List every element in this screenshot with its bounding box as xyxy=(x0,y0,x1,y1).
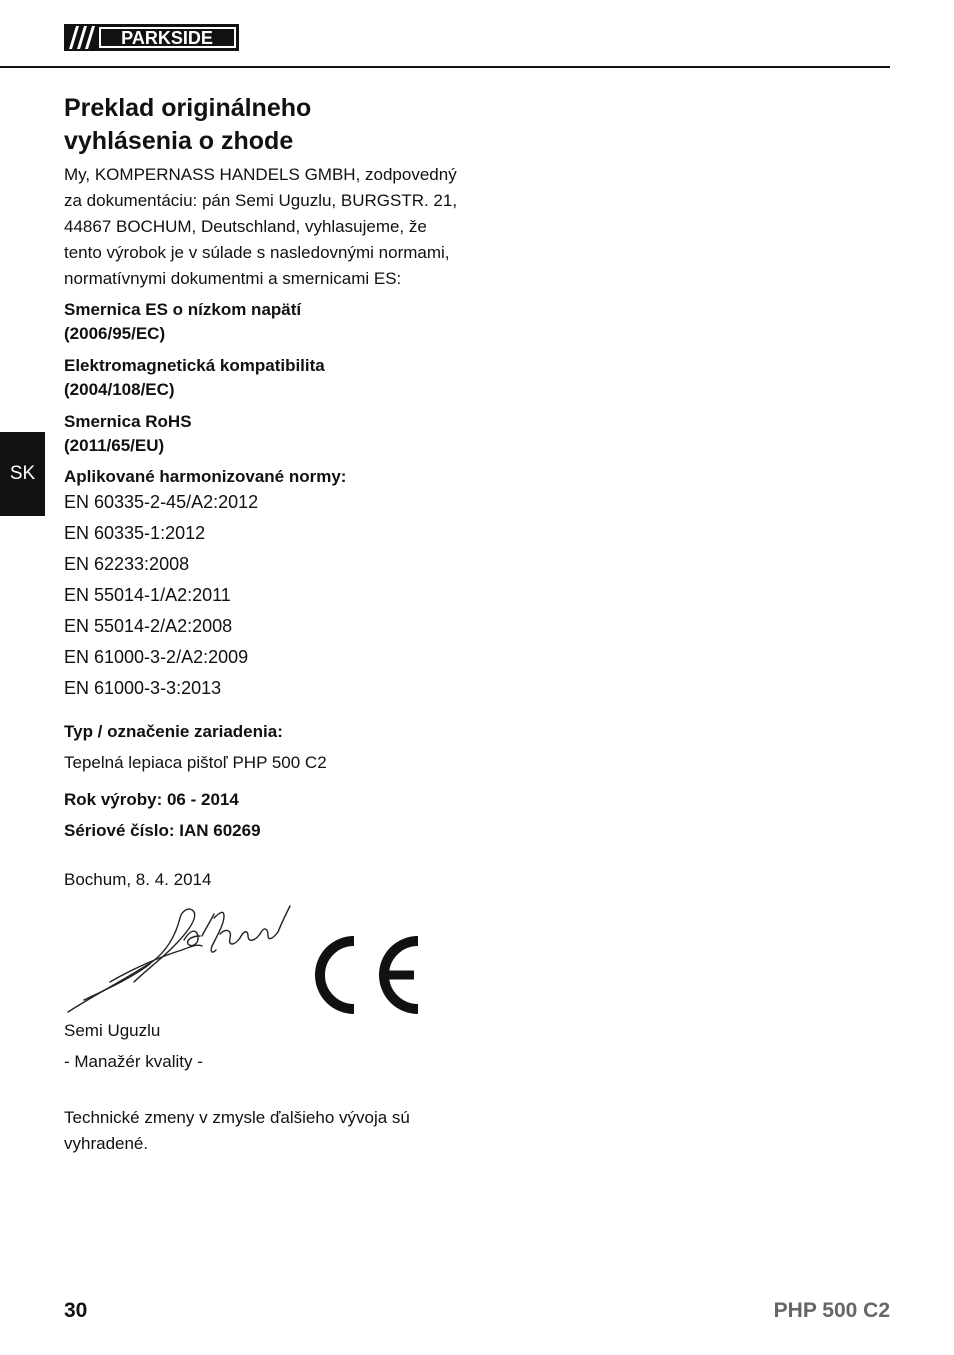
parkside-logo xyxy=(64,24,239,51)
title-line-1: Preklad originálneho xyxy=(64,94,312,122)
ce-mark-icon xyxy=(310,935,422,1015)
directive-title: Smernica ES o nízkom napätí xyxy=(64,300,302,319)
standard-item: EN 62233:2008 xyxy=(64,554,190,574)
serial-number: Sériové číslo: IAN 60269 xyxy=(64,821,261,840)
intro-line: tento výrobok je v súlade s nasledovnými normami, xyxy=(64,243,450,262)
standard-item: EN 55014-2/A2:2008 xyxy=(64,616,233,636)
standards-heading: Aplikované harmonizované normy: xyxy=(64,467,347,486)
standard-item: EN 61000-3-3:2013 xyxy=(64,678,222,698)
directive-code: (2011/65/EU) xyxy=(64,436,165,455)
intro-line: za dokumentáciu: pán Semi Uguzlu, BURGSTR. 21, xyxy=(64,191,458,210)
disclaimer xyxy=(64,1105,484,1157)
directive-rohs xyxy=(64,410,484,458)
device-heading: Typ / označenie zariadenia: xyxy=(64,722,283,741)
standard-item: EN 61000-3-2/A2:2009 xyxy=(64,647,249,667)
standard-item: EN 55014-1/A2:2011 xyxy=(64,585,231,605)
signature-image xyxy=(64,900,304,1018)
language-tab-label: SK xyxy=(9,463,36,484)
disclaimer-line: vyhradené. xyxy=(64,1134,149,1153)
logo-text: PARKSIDE xyxy=(121,28,213,48)
device-name: Tepelná lepiaca pištoľ PHP 500 C2 xyxy=(64,753,327,772)
standard-item: EN 60335-2-45/A2:2012 xyxy=(64,492,259,512)
directive-low-voltage xyxy=(64,298,484,346)
directive-code: (2006/95/EC) xyxy=(64,324,166,343)
footer-model: PHP 500 C2 xyxy=(773,1299,890,1322)
signatory-name: Semi Uguzlu xyxy=(64,1021,161,1040)
place-date: Bochum, 8. 4. 2014 xyxy=(64,870,212,889)
directive-title: Elektromagnetická kompatibilita xyxy=(64,356,325,375)
directive-title: Smernica RoHS xyxy=(64,412,192,431)
disclaimer-line: Technické zmeny v zmysle ďalšieho vývoja sú xyxy=(64,1108,410,1127)
directive-emc xyxy=(64,354,484,402)
language-tab xyxy=(0,432,45,516)
header-divider xyxy=(0,66,890,68)
intro-line: normatívnymi dokumentmi a smernicami ES: xyxy=(64,269,402,288)
directive-code: (2004/108/EC) xyxy=(64,380,175,399)
intro-line: My, KOMPERNASS HANDELS GMBH, zodpovedný xyxy=(64,165,457,184)
title-line-2: vyhlásenia o zhode xyxy=(64,127,294,155)
intro-paragraph xyxy=(64,162,484,292)
production-year: Rok výroby: 06 - 2014 xyxy=(64,790,239,809)
page-title xyxy=(64,92,484,158)
standard-item: EN 60335-1:2012 xyxy=(64,523,206,543)
intro-line: 44867 BOCHUM, Deutschland, vyhlasujeme, že xyxy=(64,217,427,236)
page-number: 30 xyxy=(64,1299,88,1322)
signatory-role: - Manažér kvality - xyxy=(64,1052,203,1071)
